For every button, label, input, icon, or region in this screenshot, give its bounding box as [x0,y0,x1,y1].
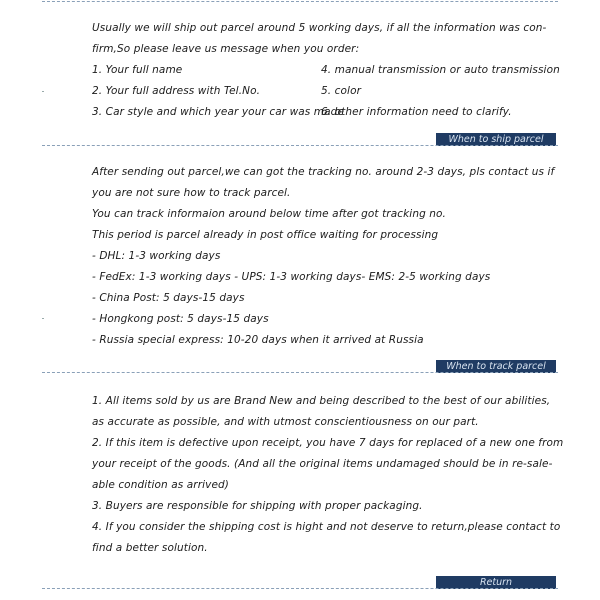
shipping-time-russia: - Russia special express: 10-20 days when it arrived at Russia [92,334,424,346]
section3-line-5: able condition as arrived) [92,479,229,491]
section2-line-4: This period is parcel already in post office waiting for processing [92,229,439,241]
tab-when-to-ship-parcel: When to ship parcel [436,133,556,146]
section3-line-2: as accurate as possible, and with utmost conscientiousness on our part. [92,416,479,428]
order-item-6: 6. other information need to clarify. [321,106,512,118]
section1-divider [42,145,558,146]
section3-line-6: 3. Buyers are responsible for shipping with proper packaging. [92,500,423,512]
section3-line-8: find a better solution. [92,542,208,554]
order-item-4: 4. manual transmission or auto transmission [321,64,560,76]
margin-dot [42,91,44,92]
tab-when-to-track-parcel: When to track parcel [436,360,556,373]
section1-line-1: Usually we will ship out parcel around 5 working days, if all the information was con- [92,22,547,34]
shipping-time-hongkong-post: - Hongkong post: 5 days-15 days [92,313,269,325]
section2-line-3: You can track informaion around below time after got tracking no. [92,208,446,220]
shipping-time-fedex-ups-ems: - FedEx: 1-3 working days - UPS: 1-3 working days- EMS: 2-5 working days [92,271,491,283]
shipping-time-dhl: - DHL: 1-3 working days [92,250,221,262]
tab-return: Return [436,576,556,589]
section3-line-1: 1. All items sold by us are Brand New and being described to the best of our abilities, [92,395,551,407]
section3-line-4: your receipt of the goods. (And all the original items undamaged should be in re-sale- [92,458,553,470]
order-item-1: 1. Your full name [92,64,183,76]
section3-divider [42,588,558,589]
shipping-time-china-post: - China Post: 5 days-15 days [92,292,245,304]
section2-line-1: After sending out parcel,we can got the tracking no. around 2-3 days, pls contact us if [92,166,555,178]
margin-dot [42,318,44,319]
section2-line-2: you are not sure how to track parcel. [92,187,291,199]
section1-line-2: firm,So please leave us message when you order: [92,43,360,55]
order-item-3: 3. Car style and which year your car was made [92,106,344,118]
top-divider [42,1,558,2]
order-item-5: 5. color [321,85,362,97]
section2-divider [42,372,558,373]
section3-line-7: 4. If you consider the shipping cost is hight and not deserve to return,please contact to [92,521,561,533]
order-item-2: 2. Your full address with Tel.No. [92,85,261,97]
section3-line-3: 2. If this item is defective upon receipt, you have 7 days for replaced of a new one from [92,437,564,449]
